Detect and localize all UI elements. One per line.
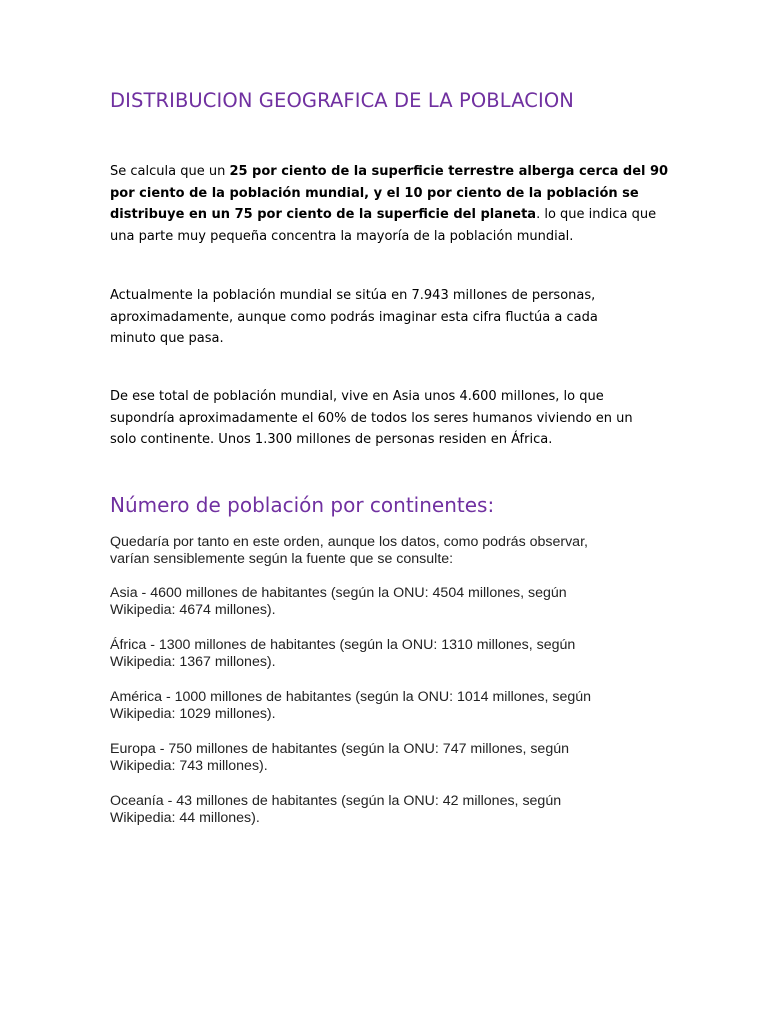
intro-paragraph — [110, 534, 670, 568]
continent-item-europe — [110, 741, 670, 775]
continent-item-africa — [110, 637, 670, 671]
section-title: Número de población por continentes: — [110, 493, 495, 517]
paragraph-line: distribuye en un 75 por ciento de la superficie del planeta. lo que indica que — [110, 207, 657, 222]
paragraph-line: solo continente. Unos 1.300 millones de personas residen en África. — [110, 432, 553, 447]
continent-line: Wikipedia: 1367 millones). — [110, 654, 276, 670]
continent-line: Wikipedia: 1029 millones). — [110, 706, 276, 722]
paragraph-line: aproximadamente, aunque como podrás imaginar esta cifra fluctúa a cada — [110, 309, 598, 325]
continent-line: América - 1000 millones de habitantes (según la ONU: 1014 millones, según — [110, 689, 592, 705]
continent-line: Wikipedia: 4674 millones). — [110, 602, 276, 618]
paragraph-line: varían sensiblemente según la fuente que se consulte: — [110, 551, 454, 567]
continent-item-oceania — [110, 793, 670, 827]
continent-line: Europa - 750 millones de habitantes (según la ONU: 747 millones, según — [110, 741, 569, 757]
paragraph-line: De ese total de población mundial, vive en Asia unos 4.600 millones, lo que — [110, 389, 604, 404]
continent-line: Oceanía - 43 millones de habitantes (según la ONU: 42 millones, según — [110, 793, 562, 809]
paragraph-line: Se calcula que un 25 por ciento de la superficie terrestre alberga cerca del 90 — [110, 164, 669, 179]
continent-line: Asia - 4600 millones de habitantes (según la ONU: 4504 millones, según — [110, 585, 567, 601]
paragraph-line: supondría aproximadamente el 60% de todos los seres humanos viviendo en un — [110, 410, 633, 426]
paragraph-asia-africa — [110, 386, 670, 451]
paragraph-line: una parte muy pequeña concentra la mayoría de la población mundial. — [110, 228, 574, 244]
paragraph-world-population — [110, 285, 670, 350]
paragraph-line: minuto que pasa. — [110, 331, 224, 346]
continent-line: Wikipedia: 44 millones). — [110, 810, 260, 826]
paragraph-line: Actualmente la población mundial se sitúa en 7.943 millones de personas, — [110, 288, 596, 303]
continent-line: Wikipedia: 743 millones). — [110, 758, 268, 774]
paragraph-line: por ciento de la población mundial, y el 10 por ciento de la población se — [110, 185, 639, 201]
continent-item-america — [110, 689, 670, 723]
continent-line: África - 1300 millones de habitantes (según la ONU: 1310 millones, según — [110, 637, 576, 653]
document-title: DISTRIBUCION GEOGRAFICA DE LA POBLACION — [110, 89, 574, 112]
paragraph-surface-distribution — [110, 161, 670, 247]
continent-item-asia — [110, 585, 670, 619]
paragraph-line: Quedaría por tanto en este orden, aunque los datos, como podrás observar, — [110, 534, 588, 550]
